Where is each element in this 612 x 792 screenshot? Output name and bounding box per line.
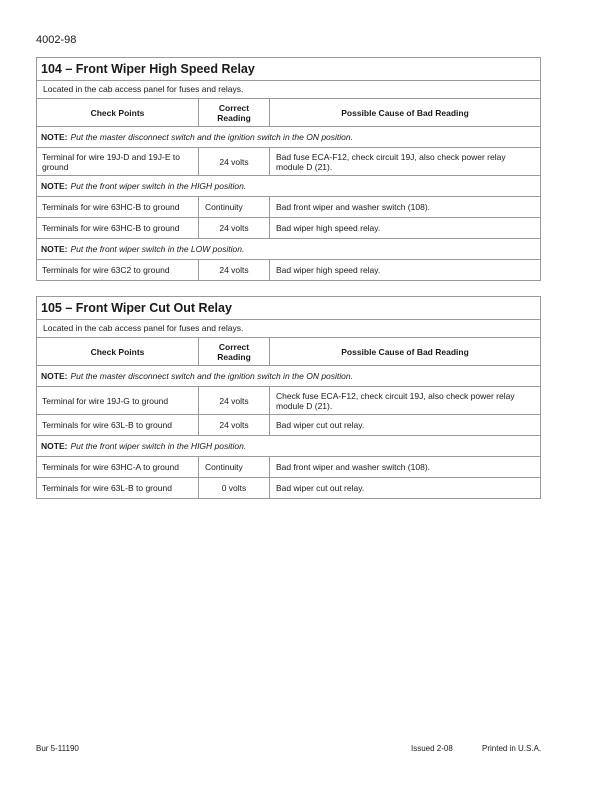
table-row <box>37 260 540 280</box>
page-number: 4002-98 <box>36 34 77 46</box>
possible-cause: Bad wiper high speed relay. <box>276 223 381 233</box>
check-point: Terminals for wire 63HC-B to ground <box>37 197 199 217</box>
note-label: NOTE: <box>41 441 68 451</box>
note-label: NOTE: <box>41 132 68 142</box>
possible-cause: Bad fuse ECA-F12, check circuit 19J, also check power relay module D (21). <box>276 151 506 172</box>
note-text: Put the front wiper switch in the LOW position. <box>70 244 245 254</box>
correct-reading: 24 volts <box>199 148 270 175</box>
note-text: Put the front wiper switch in the HIGH position. <box>70 441 247 451</box>
check-point: Terminals for wire 63HC-A to ground <box>37 457 199 477</box>
check-point: Terminals for wire 63C2 to ground <box>37 260 199 280</box>
check-point: Terminals for wire 63L-B to ground <box>37 478 199 498</box>
table-row <box>37 197 540 218</box>
note-row <box>37 176 540 197</box>
relay-104-table <box>36 57 541 281</box>
section-title: 104 – Front Wiper High Speed Relay <box>37 58 540 81</box>
header-possible-cause: Possible Cause of Bad Reading <box>341 346 469 357</box>
correct-reading: 0 volts <box>199 478 270 498</box>
note-row <box>37 127 540 148</box>
correct-reading: Continuity <box>199 197 270 217</box>
correct-reading: 24 volts <box>199 260 270 280</box>
possible-cause: Bad front wiper and washer switch (108). <box>276 462 431 472</box>
header-row <box>37 99 540 127</box>
note-text: Put the master disconnect switch and the ignition switch in the ON position. <box>70 132 353 142</box>
note-label: NOTE: <box>41 244 68 254</box>
possible-cause: Check fuse ECA-F12, check circuit 19J, also check power relay module D (21). <box>276 390 515 411</box>
header-check-points: Check Points <box>37 338 199 365</box>
footer-doc-code: Bur 5-11190 <box>36 744 79 753</box>
header-correct-reading: Correct Reading <box>199 99 270 126</box>
header-possible-cause: Possible Cause of Bad Reading <box>341 107 469 118</box>
note-text: Put the front wiper switch in the HIGH position. <box>70 181 247 191</box>
correct-reading: 24 volts <box>199 387 270 414</box>
footer-printed: Printed in U.S.A. <box>482 744 542 753</box>
table-row <box>37 218 540 239</box>
footer-issued: Issued 2-08 <box>411 744 453 753</box>
table-row <box>37 148 540 176</box>
relay-105-table <box>36 296 541 499</box>
table-row <box>37 478 540 498</box>
note-row <box>37 366 540 387</box>
table-row <box>37 387 540 415</box>
note-label: NOTE: <box>41 371 68 381</box>
possible-cause: Bad wiper high speed relay. <box>276 265 381 275</box>
check-point: Terminal for wire 19J-G to ground <box>37 387 199 414</box>
header-correct-reading: Correct Reading <box>199 338 270 365</box>
note-row <box>37 436 540 457</box>
note-label: NOTE: <box>41 181 68 191</box>
note-text: Put the master disconnect switch and the ignition switch in the ON position. <box>70 371 353 381</box>
section-title: 105 – Front Wiper Cut Out Relay <box>37 297 540 320</box>
table-row <box>37 415 540 436</box>
location-text: Located in the cab access panel for fuses and relays. <box>37 81 540 99</box>
header-check-points: Check Points <box>37 99 199 126</box>
correct-reading: 24 volts <box>199 415 270 435</box>
location-text: Located in the cab access panel for fuses and relays. <box>37 320 540 338</box>
correct-reading: Continuity <box>199 457 270 477</box>
header-row <box>37 338 540 366</box>
check-point: Terminals for wire 63L-B to ground <box>37 415 199 435</box>
possible-cause: Bad wiper cut out relay. <box>276 420 365 430</box>
possible-cause: Bad front wiper and washer switch (108). <box>276 202 431 212</box>
check-point: Terminals for wire 63HC-B to ground <box>37 218 199 238</box>
correct-reading: 24 volts <box>199 218 270 238</box>
note-row <box>37 239 540 260</box>
possible-cause: Bad wiper cut out relay. <box>276 483 365 493</box>
check-point: Terminal for wire 19J-D and 19J-E to ground <box>37 148 199 175</box>
table-row <box>37 457 540 478</box>
